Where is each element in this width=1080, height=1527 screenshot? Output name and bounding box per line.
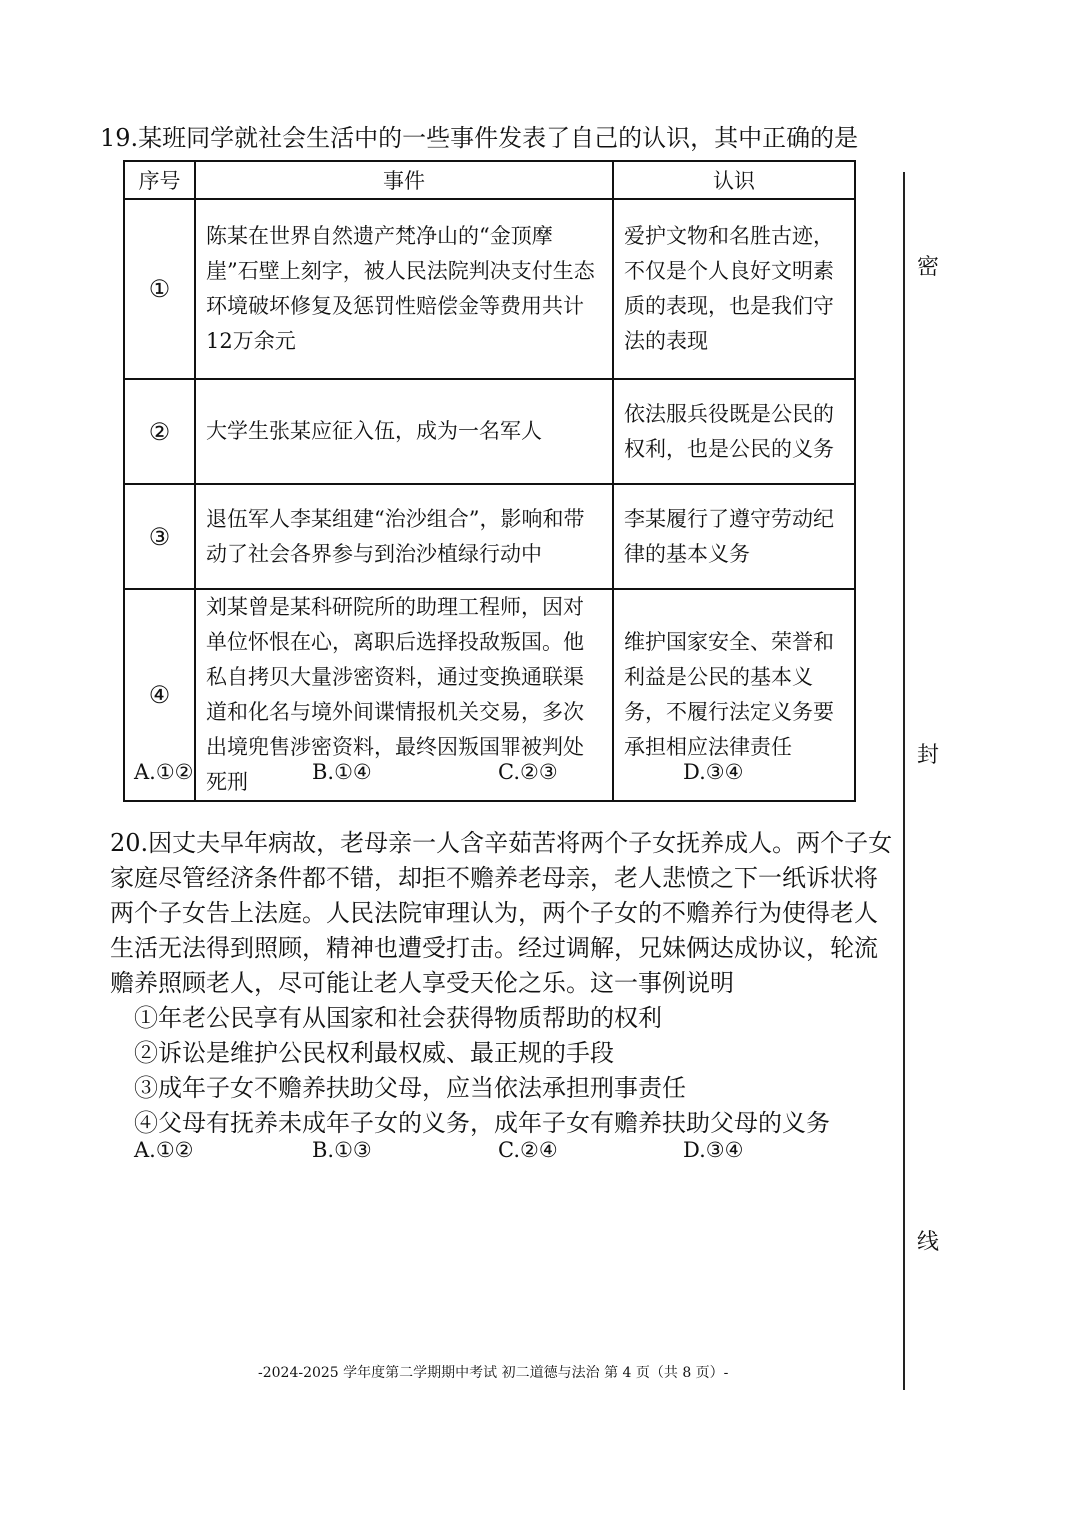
choice-d[interactable]: D.③④: [683, 760, 744, 784]
row-number: ①: [124, 199, 195, 379]
binding-mark-bottom: 线: [917, 1225, 939, 1256]
statement-4: ④父母有抚养未成年子女的义务，成年子女有赡养扶助父母的义务: [134, 1109, 830, 1137]
page-footer: -2024-2025 学年度第二学期期中考试 初二道德与法治 第 4 页（共 8 页）-: [258, 1365, 729, 1381]
question-20-stem: 20.因丈夫早年病故，老母亲一人含辛茹苦将两个子女抚养成人。两个子女家庭尽管经济条件都不错，却拒不赡养老母亲，老人悲愤之下一纸诉状将两个子女告上法庭。人民法院审理认为，两个子女的不赡养行为使得老人生活无法得到照顾，精神也遭受打击。经过调解，兄妹俩达成协议，轮流赡养照顾老人，尽可能让老人享受天伦之乐。这一事例说明: [110, 829, 893, 997]
header-event: 事件: [195, 161, 613, 199]
header-number: 序号: [124, 161, 195, 199]
row-cognition: 李某履行了遵守劳动纪律的基本义务: [613, 484, 855, 589]
row-cognition: 爱护文物和名胜古迹，不仅是个人良好文明素质的表现，也是我们守法的表现: [613, 199, 855, 379]
table-header-row: [124, 161, 855, 199]
statement-3: ③成年子女不赡养扶助父母，应当依法承担刑事责任: [134, 1074, 686, 1102]
row-event: 退伍军人李某组建“治沙组合”，影响和带动了社会各界参与到治沙植绿行动中: [195, 484, 613, 589]
row-number: ③: [124, 484, 195, 589]
binding-mark-top: 密: [917, 250, 939, 281]
header-cognition: 认识: [613, 161, 855, 199]
binding-line: [903, 172, 905, 1390]
choice-b[interactable]: B.①③: [312, 1138, 372, 1162]
question-19-stem: 19.某班同学就社会生活中的一些事件发表了自己的认识，其中正确的是: [100, 124, 859, 152]
choice-d[interactable]: D.③④: [683, 1138, 744, 1162]
table-row: [124, 484, 855, 589]
row-cognition: 依法服兵役既是公民的权利，也是公民的义务: [613, 379, 855, 484]
statement-2: ②诉讼是维护公民权利最权威、最正规的手段: [134, 1039, 614, 1067]
question-20: [110, 826, 896, 1141]
choice-a[interactable]: A.①②: [134, 760, 194, 784]
row-event: 大学生张某应征入伍，成为一名军人: [195, 379, 613, 484]
choice-b[interactable]: B.①④: [312, 760, 372, 784]
statement-1: ①年老公民享有从国家和社会获得物质帮助的权利: [134, 1004, 662, 1032]
table-row: [124, 199, 855, 379]
choice-c[interactable]: C.②③: [498, 760, 558, 784]
row-event: 刘某曾是某科研院所的助理工程师，因对单位怀恨在心，离职后选择投敌叛国。他私自拷贝大量涉密资料，通过变换通联渠道和化名与境外间谍情报机关交易，多次出境兜售涉密资料，最终因叛国罪被判处死刑: [195, 589, 613, 801]
row-number: ②: [124, 379, 195, 484]
table-row: [124, 379, 855, 484]
events-table: [123, 160, 856, 802]
row-event: 陈某在世界自然遗产梵净山的“金顶摩崖”石壁上刻字，被人民法院判决支付生态环境破坏修复及惩罚性赔偿金等费用共计12万余元: [195, 199, 613, 379]
row-cognition: 维护国家安全、荣誉和利益是公民的基本义务，不履行法定义务要承担相应法律责任: [613, 589, 855, 801]
choice-c[interactable]: C.②④: [498, 1138, 558, 1162]
table-row: [124, 589, 855, 801]
row-number: ④: [124, 589, 195, 801]
choice-a[interactable]: A.①②: [134, 1138, 194, 1162]
binding-mark-middle: 封: [917, 738, 939, 769]
